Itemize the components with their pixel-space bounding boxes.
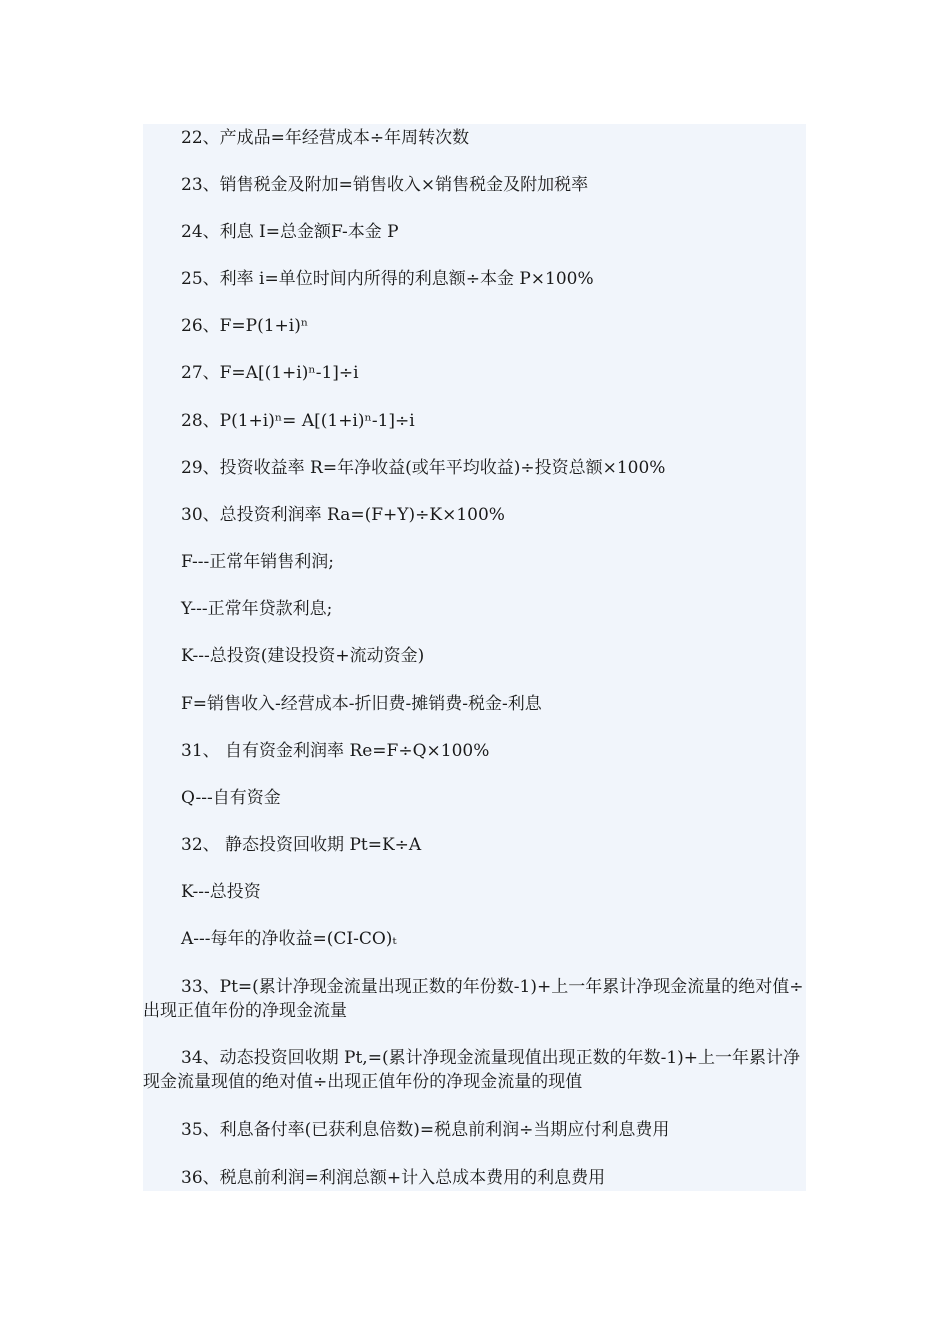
definition-f-formula: F=销售收入-经营成本-折旧费-摊销费-税金-利息 xyxy=(181,694,542,714)
formula-line-32: 32、 静态投资回收期 Pt=K÷A xyxy=(181,835,422,855)
formula-line-22: 22、产成品=年经营成本÷年周转次数 xyxy=(181,128,470,148)
definition-a: A---每年的净收益=(CI-CO)ₜ xyxy=(181,929,397,949)
formula-line-24: 24、利息 I=总金额F-本金 P xyxy=(181,222,399,242)
formula-line-26: 26、F=P(1+i)ⁿ xyxy=(181,316,309,336)
formula-line-28: 28、P(1+i)ⁿ= A[(1+i)ⁿ-1]÷i xyxy=(181,411,415,431)
formula-line-30: 30、总投资利润率 Ra=(F+Y)÷K×100% xyxy=(181,505,505,525)
definition-k-total: K---总投资 xyxy=(181,882,261,902)
formula-line-27: 27、F=A[(1+i)ⁿ-1]÷i xyxy=(181,363,359,383)
formula-line-33: 33、Pt=(累计净现金流量出现正数的年份数-1)+上一年累计净现金流量的绝对值÷出现正值年份的净现金流量 xyxy=(143,977,804,1021)
formula-line-31: 31、 自有资金利润率 Re=F÷Q×100% xyxy=(181,741,490,761)
formula-line-25: 25、利率 i=单位时间内所得的利息额÷本金 P×100% xyxy=(181,269,594,289)
formula-line-35: 35、利息备付率(已获利息倍数)=税息前利润÷当期应付利息费用 xyxy=(181,1120,670,1140)
definition-q: Q---自有资金 xyxy=(181,788,281,808)
document-panel xyxy=(143,124,806,1191)
formula-line-34: 34、动态投资回收期 Pt,=(累计净现金流量现值出现正数的年数-1)+上一年累计净现金流量现值的绝对值÷出现正值年份的净现金流量的现值 xyxy=(143,1048,801,1092)
formula-line-36: 36、税息前利润=利润总额+计入总成本费用的利息费用 xyxy=(181,1168,606,1188)
definition-y: Y---正常年贷款利息; xyxy=(181,599,333,619)
formula-line-23: 23、销售税金及附加=销售收入×销售税金及附加税率 xyxy=(181,175,589,195)
definition-f: F---正常年销售利润; xyxy=(181,552,334,572)
formula-line-29: 29、投资收益率 R=年净收益(或年平均收益)÷投资总额×100% xyxy=(181,458,666,478)
definition-k: K---总投资(建设投资+流动资金) xyxy=(181,646,425,666)
